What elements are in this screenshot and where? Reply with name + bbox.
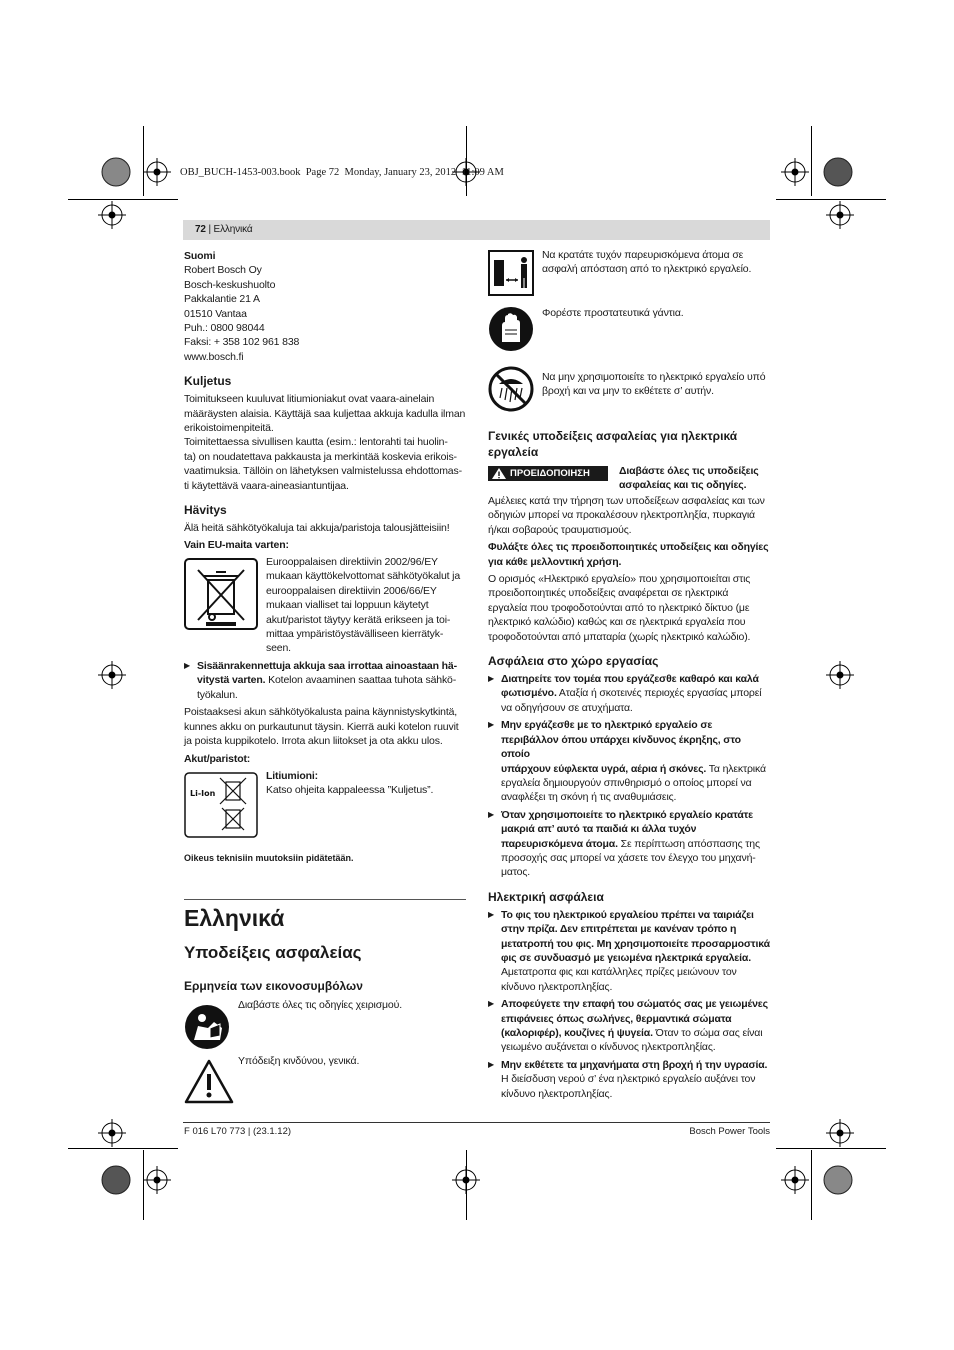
file-header: OBJ_BUCH-1453-003.book Page 72 Monday, January 23, 2012 11:09 AM (180, 167, 504, 178)
footer-brand: Bosch Power Tools (689, 1126, 770, 1137)
work-area-title: Ασφάλεια στο χώρο εργασίας (488, 654, 659, 669)
section-divider (184, 899, 466, 900)
tech-change-notice: Oikeus teknisiin muutoksiin pidätetään. (184, 852, 354, 863)
work-item: ▶ Διατηρείτε τον τομέα που εργάζεσθε καθαρό και καλά φωτισμένο. Αταξία ή σκοτεινές περιοχές εργασίας μπορεί να οδηγήσουν σε ατυχήματα. (488, 672, 770, 715)
symbols-title: Ερμηνεία των εικονοσυμβόλων (184, 978, 363, 993)
page-header-bar (183, 220, 770, 240)
warning-triangle-icon (184, 1058, 234, 1104)
warning-badge: ΠΡΟΕΙΔΟΠΟΙΗΣΗ (488, 466, 608, 481)
work-item: ▶ Όταν χρησιμοποιείτε το ηλεκτρικό εργαλείο κρατάτε μακριά απ’ αυτό τα παιδιά κι άλλα τυχόν παρευρισκόμενα άτομα. Σε περίπτωση απόσπασης της προσοχής σας μπορεί να χάσετε τον έλεγχο του μηχανή- ματος. (488, 808, 770, 880)
li-ion-battery-icon (184, 772, 258, 838)
read-manual-icon (184, 1004, 230, 1050)
battery-removal-note: ▶ Sisäänrakennettuja akkuja saa irrottaa ainoastaan hä- vitystä varten. Kotelon avaaminen saattaa tuhota sähkö- työkalun. (184, 659, 467, 702)
suomi-title: Suomi (184, 250, 216, 262)
left-column: Suomi Robert Bosch Oy Bosch-keskushuolto Pakkalantie 21 A 01510 Vantaa Puh.: 0800 98044 Faksi: + 358 102 961 838 www.bosch.fi Kuljetus Toimitukseen kuuluvat litiumioniakut ovat vaara-ainelain määräysten alaisia. Käyttäjä saa kuljettaa akkuja kadulla ilman erikoistoimenpiteitä. Toimitettaessa sivullisen kautta (esim.: lentorahti tai huolin- ta) on noudatettava pakkausta ja merkintää koskevia erikois- vaatimuksia. Tällöin on lähetyksen valmistelussa ehdottomas- ti käytettävä vaara-aineasiantuntijaa. Hävitys Älä heitä sähkötyökaluja tai akkuja/paristoja talousjätteisiin! Vain EU-maita varten: Eurooppalaisen direktiivin 2002/96/EY mukaan käyttökelvottomat sähkötyökalut ja eurooppalaisen direktiivin 2006/66/EY mukaan vialliset tai loppuun käytetyt akut/paristot täytyy kerätä erikseen ja toi- mittaa ympäristöystävälliseen kierrätyk- seen. ▶ Sisäänrakennettuja akkuja saa irrottaa ainoastaan hä- vitystä varten. Kotelon avaaminen saattaa tuhota sähkö- työkalun. Poistaaksesi akun sähkötyökalusta paina käynnistyskytkintä, kunnes akku on purkautunut täysin. Kierrä auki kotelon ruuvit ja poista kuppikotelo. Irrota akun liitokset ja ota akku ulos. Akut/paristot: Li-Ion Litiumioni: Katso ohjeita kappaleessa ”Kuljetus”. Oikeus teknisiin muutoksiin pidätetään. Ελληνικά Υποδείξεις ασφαλείας Ερμηνεία των εικονοσυμβόλων Διαβάστε όλες τις οδηγίες χειρισμού. Υπόδειξη κινδύνου, γενικά. (184, 249, 467, 1104)
gloves-icon (488, 306, 534, 352)
website-link[interactable]: www.bosch.fi (184, 350, 244, 363)
svg-text:Li-Ion: Li-Ion (190, 788, 216, 798)
kuljetus-title: Kuljetus (184, 374, 232, 389)
right-column: Να κρατάτε τυχόν παρευρισκόμενα άτομα σε ασφαλή απόσταση από το ηλεκτρικό εργαλείο. Φορέστε προστατευτικά γάντια. Να μην χρησιμοποιείτε το ηλεκτρικό εργαλείο υπό βροχή και να μην το εκθέτετε σ’ αυτήν. Γενικές υποδείξεις ασφαλείας για ηλεκτρικά εργαλεία ΠΡΟΕΙΔΟΠΟΙΗΣΗ Διαβάστε όλες τις υποδείξεις ασφαλείας και τις οδηγίες. Αμέλειες κατά την τήρηση των υποδείξεων ασφαλείας και των οδηγιών μπορεί να προκαλέσουν ηλεκτροπληξία, πυρκαγιά ή/και σοβαρούς τραυματισμούς. Φυλάξτε όλες τις προειδοποιητικές υποδείξεις και οδηγίες για κάθε μελλοντική χρήση. Ο ορισμός «Ηλεκτρικό εργαλείο» που χρησιμοποιείται στις προειδοποιητικές υποδείξεις αναφέρεται σε ηλεκτρικά εργαλεία που τροφοδοτούνται από το ηλεκτρικό δίκτυο (με ηλεκτρικό καλώδιο) καθώς και σε ηλεκτρικά εργαλεία που τροφοδοτούνται από μπαταρία (χωρίς ηλεκτρικό καλώδιο). Ασφάλεια στο χώρο εργασίας ▶ Διατηρείτε τον τομέα που εργάζεσθε καθαρό και καλά φωτισμένο. Αταξία ή σκοτεινές περιοχές εργασίας μπορεί να οδηγήσουν σε ατυχήματα. ▶ Μην εργάζεσθε με το ηλεκτρικό εργαλείο σε περιβάλλον όπου υπάρχει κίνδυνος έκρηξης, στο οποίο υπάρχουν εύφλεκτα υγρά, αέρια ή σκόνες. Τα ηλεκτρικά εργαλεία δημιουργούν σπινθηρισμό ο οποίος μπορεί να αναφλέξει τη σκόνη ή τις αναθυμιάσεις. ▶ Όταν χρησιμοποιείτε το ηλεκτρικό εργαλείο κρατάτε μακριά απ’ αυτό τα παιδιά κι άλλα τυχόν παρευρισκόμενα άτομα. Σε περίπτωση απόσπασης της προσοχής σας μπορεί να χάσετε τον έλεγχο του μηχανή- ματος. Ηλεκτρική ασφάλεια ▶ Το φις του ηλεκτρικού εργαλείου πρέπει να ταιριάζει στην πρίζα. Δεν επιτρέπεται με κανέναν τρόπο η μετατροπή του φις. Μη χρησιμοποιείτε προσαρμοστικά φις σε συνδυασμό με γειωμένα ηλεκτρικά εργαλεία. Αμετατροπα φις και κατάλληλες πρίζες μειώνουν τον κίνδυνο ηλεκτροπληξίας. ▶ Αποφεύγετε την επαφή του σώματός σας με γειωμένες επιφάνειες όπως σωλήνες, θερμαντικά σώματα (καλοριφέρ), κουζίνες ή ψυγεία. Όταν το σώμα σας είναι γειωμένο αυξάνεται ο κίνδυνος ηλεκτροπληξίας. ▶ Μην εκθέτετε τα μηχανήματα στη βροχή ή την υγρασία. Η διείσδυση νερού σ’ ένα ηλεκτρικό εργαλείο αυξάνει τον κίνδυνο ηλεκτροπληξίας. (488, 248, 770, 1101)
elec-item: ▶ Μην εκθέτετε τα μηχανήματα στη βροχή ή την υγρασία. Η διείσδυση νερού σ’ ένα ηλεκτρικό εργαλείο αυξάνει τον κίνδυνο ηλεκτροπληξίας. (488, 1058, 770, 1101)
footer-doc-number: F 016 L70 773 | (23.1.12) (184, 1126, 292, 1137)
eu-title: Vain EU-maita varten: (184, 538, 289, 551)
work-item: ▶ Μην εργάζεσθε με το ηλεκτρικό εργαλείο σε περιβάλλον όπου υπάρχει κίνδυνος έκρηξης, στο οποίο υπάρχουν εύφλεκτα υγρά, αέρια ή σκόνες. Τα ηλεκτρικά εργαλεία δημιουργούν σπινθηρισμό ο οποίος μπορεί να αναφλέξει τη σκόνη ή τις αναθυμιάσεις. (488, 718, 770, 804)
havitys-title: Hävitys (184, 503, 227, 518)
page-header: 72 | Ελληνικά (195, 224, 253, 235)
language-title: Ελληνικά (184, 904, 285, 931)
footer-rule (183, 1122, 770, 1123)
electrical-safety-title: Ηλεκτρική ασφάλεια (488, 889, 604, 904)
warning-badge-icon (491, 467, 507, 480)
no-rain-icon (488, 366, 534, 412)
akut-title: Akut/paristot: (184, 753, 251, 766)
elec-item: ▶ Το φις του ηλεκτρικού εργαλείου πρέπει να ταιριάζει στην πρίζα. Δεν επιτρέπεται με κανέναν τρόπο η μετατροπή του φις. Μη χρησιμοποιείτε προσαρμοστικά φις σε συνδυασμό με γειωμένα ηλεκτρικά εργαλεία. Αμετατροπα φις και κατάλληλες πρίζες μειώνουν τον κίνδυνο ηλεκτροπληξίας. (488, 908, 770, 994)
weee-bin-icon (184, 558, 258, 630)
general-safety-title: Γενικές υποδείξεις ασφαλείας για ηλεκτρικά εργαλεία (488, 429, 738, 459)
elec-item: ▶ Αποφεύγετε την επαφή του σώματός σας με γειωμένες επιφάνειες όπως σωλήνες, θερμαντικά σώματα (καλοριφέρ), κουζίνες ή ψυγεία. Όταν το σώμα σας είναι γειωμένο αυξάνεται ο κίνδυνος ηλεκτροπληξίας. (488, 997, 770, 1055)
page-number: 72 (195, 224, 206, 235)
page-language: Ελληνικά (213, 224, 253, 235)
keep-distance-icon (488, 250, 534, 296)
safety-title: Υποδείξεις ασφαλείας (184, 942, 362, 962)
